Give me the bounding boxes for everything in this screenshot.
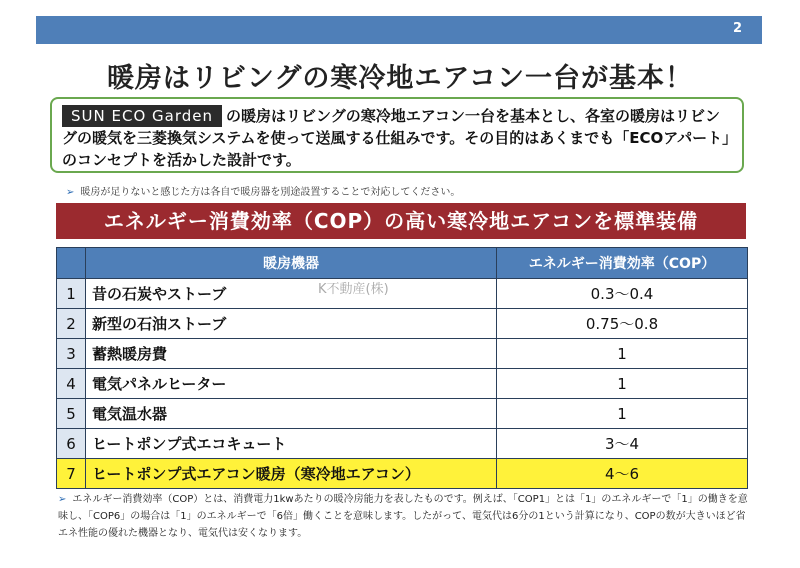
header-device: 暖房機器 [86, 248, 497, 279]
row-device: ヒートポンプ式エアコン暖房（寒冷地エアコン） [86, 459, 497, 489]
row-device: 昔の石炭やストーブ [86, 279, 497, 309]
row-cop: 0.75〜0.8 [497, 309, 748, 339]
row-number: 4 [57, 369, 86, 399]
row-cop: 1 [497, 369, 748, 399]
header-index [57, 248, 86, 279]
table-row-highlighted [57, 459, 748, 489]
row-number: 5 [57, 399, 86, 429]
row-cop: 1 [497, 339, 748, 369]
row-cop: 3〜4 [497, 429, 748, 459]
intro-text: の暖房はリビングの寒冷地エアコン一台を基本とし、各室の暖房はリビングの暖気を三菱換気システムを使って送風する仕組みです。その目的はあくまでも「ECOアパート」のコンセプトを活かした設計です。 [62, 107, 730, 169]
row-device: 蓄熱暖房費 [86, 339, 497, 369]
arrow-bullet-icon: ➢ [58, 494, 67, 505]
page-number: 2 [732, 21, 742, 36]
row-device: 新型の石油ストーブ [86, 309, 497, 339]
section-banner: エネルギー消費効率（COP）の高い寒冷地エアコンを標準装備 [56, 203, 746, 239]
cop-table [56, 247, 748, 489]
arrow-bullet-icon: ➢ [66, 187, 75, 198]
page-title: 暖房はリビングの寒冷地エアコン一台が基本！ [106, 63, 694, 94]
header-cop: エネルギー消費効率（COP） [497, 248, 748, 279]
brand-label: SUN ECO Garden [62, 105, 222, 127]
row-number: 2 [57, 309, 86, 339]
row-device: 電気温水器 [86, 399, 497, 429]
row-number: 7 [57, 459, 86, 489]
table-row [57, 399, 748, 429]
watermark: K不動産(株) [318, 282, 389, 297]
table-row [57, 429, 748, 459]
table-row [57, 309, 748, 339]
intro-text-block [62, 105, 734, 171]
row-number: 6 [57, 429, 86, 459]
top-header-bar [36, 16, 762, 44]
table-row [57, 279, 748, 309]
note-text: 暖房が足りないと感じた方は各自で暖房器を別途設置することで対応してください。 [80, 187, 461, 198]
table-row [57, 369, 748, 399]
table-header-row [57, 248, 748, 279]
footnote [58, 491, 748, 542]
row-device: ヒートポンプ式エコキュート [86, 429, 497, 459]
row-number: 1 [57, 279, 86, 309]
note-line [66, 183, 460, 198]
row-cop: 0.3〜0.4 [497, 279, 748, 309]
row-number: 3 [57, 339, 86, 369]
table-row [57, 339, 748, 369]
row-device: 電気パネルヒーター [86, 369, 497, 399]
row-cop: 4〜6 [497, 459, 748, 489]
intro-box [50, 97, 744, 173]
row-cop: 1 [497, 399, 748, 429]
footnote-text: エネルギー消費効率（COP）とは、消費電力1kwあたりの暖冷房能力を表したものです。例えば、「COP1」とは「1」のエネルギーで「1」の働きを意味し、「COP6」の場合は「1」のエネルギーで「6倍」働くことを意味します。したがって、電気代は6分の1という計算になり、COPの数が大きいほど省エネ性能の優れた機器となり、電気代は安くなります。 [58, 494, 748, 539]
